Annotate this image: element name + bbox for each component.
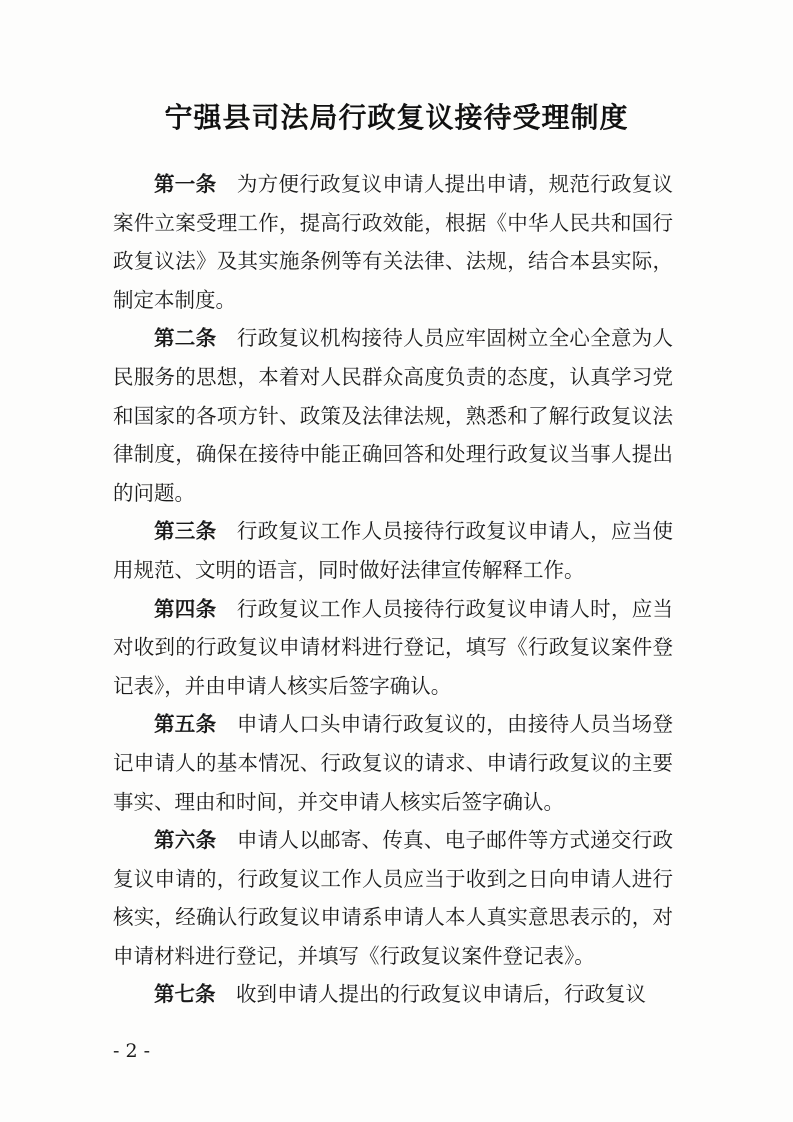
article-label: 第六条 bbox=[154, 828, 217, 853]
document-body bbox=[113, 165, 673, 1014]
article-label: 第五条 bbox=[154, 712, 217, 737]
article-7 bbox=[113, 975, 673, 1014]
article-4 bbox=[113, 590, 673, 706]
article-text: 行政复议机构接待人员应牢固树立全心全意为人民服务的思想，本着对人民群众高度负责的态度，认真学习党和国家的各项方针、政策及法律法规，熟悉和了解行政复议法律制度，确保在接待中能正确回答和处理行政复议当事人提出的问题。 bbox=[113, 326, 674, 505]
article-5 bbox=[113, 705, 673, 821]
article-text: 申请人口头申请行政复议的，由接待人员当场登记申请人的基本情况、行政复议的请求、申请行政复议的主要事实、理由和时间，并交申请人核实后签字确认。 bbox=[113, 712, 674, 814]
article-3 bbox=[113, 512, 673, 589]
article-text: 为方便行政复议申请人提出申请，规范行政复议案件立案受理工作，提高行政效能，根据《中华人民共和国行政复议法》及其实施条例等有关法律、法规，结合本县实际，制定本制度。 bbox=[113, 172, 674, 312]
article-label: 第三条 bbox=[154, 519, 217, 544]
article-label: 第一条 bbox=[154, 172, 217, 196]
article-label: 第七条 bbox=[154, 982, 216, 1007]
article-label: 第二条 bbox=[154, 326, 217, 351]
article-text: 收到申请人提出的行政复议申请后，行政复议 bbox=[236, 982, 646, 1007]
article-text: 行政复议工作人员接待行政复议申请人时，应当对收到的行政复议申请材料进行登记，填写《行政复议案件登记表》，并由申请人核实后签字确认。 bbox=[113, 596, 674, 698]
article-text: 申请人以邮寄、传真、电子邮件等方式递交行政复议申请的，行政复议工作人员应当于收到之日向申请人进行核实，经确认行政复议申请系申请人本人真实意思表示的，对申请材料进行登记，并填写《行政复议案件登记表》。 bbox=[113, 828, 674, 968]
article-label: 第四条 bbox=[154, 596, 217, 621]
page-number: - 2 - bbox=[113, 1040, 151, 1062]
article-text: 行政复议工作人员接待行政复议申请人，应当使用规范、文明的语言，同时做好法律宣传解释工作。 bbox=[113, 519, 674, 582]
article-6 bbox=[113, 821, 673, 975]
article-1 bbox=[113, 165, 673, 319]
document-title: 宁强县司法局行政复议接待受理制度 bbox=[164, 101, 629, 134]
article-2 bbox=[113, 319, 673, 512]
